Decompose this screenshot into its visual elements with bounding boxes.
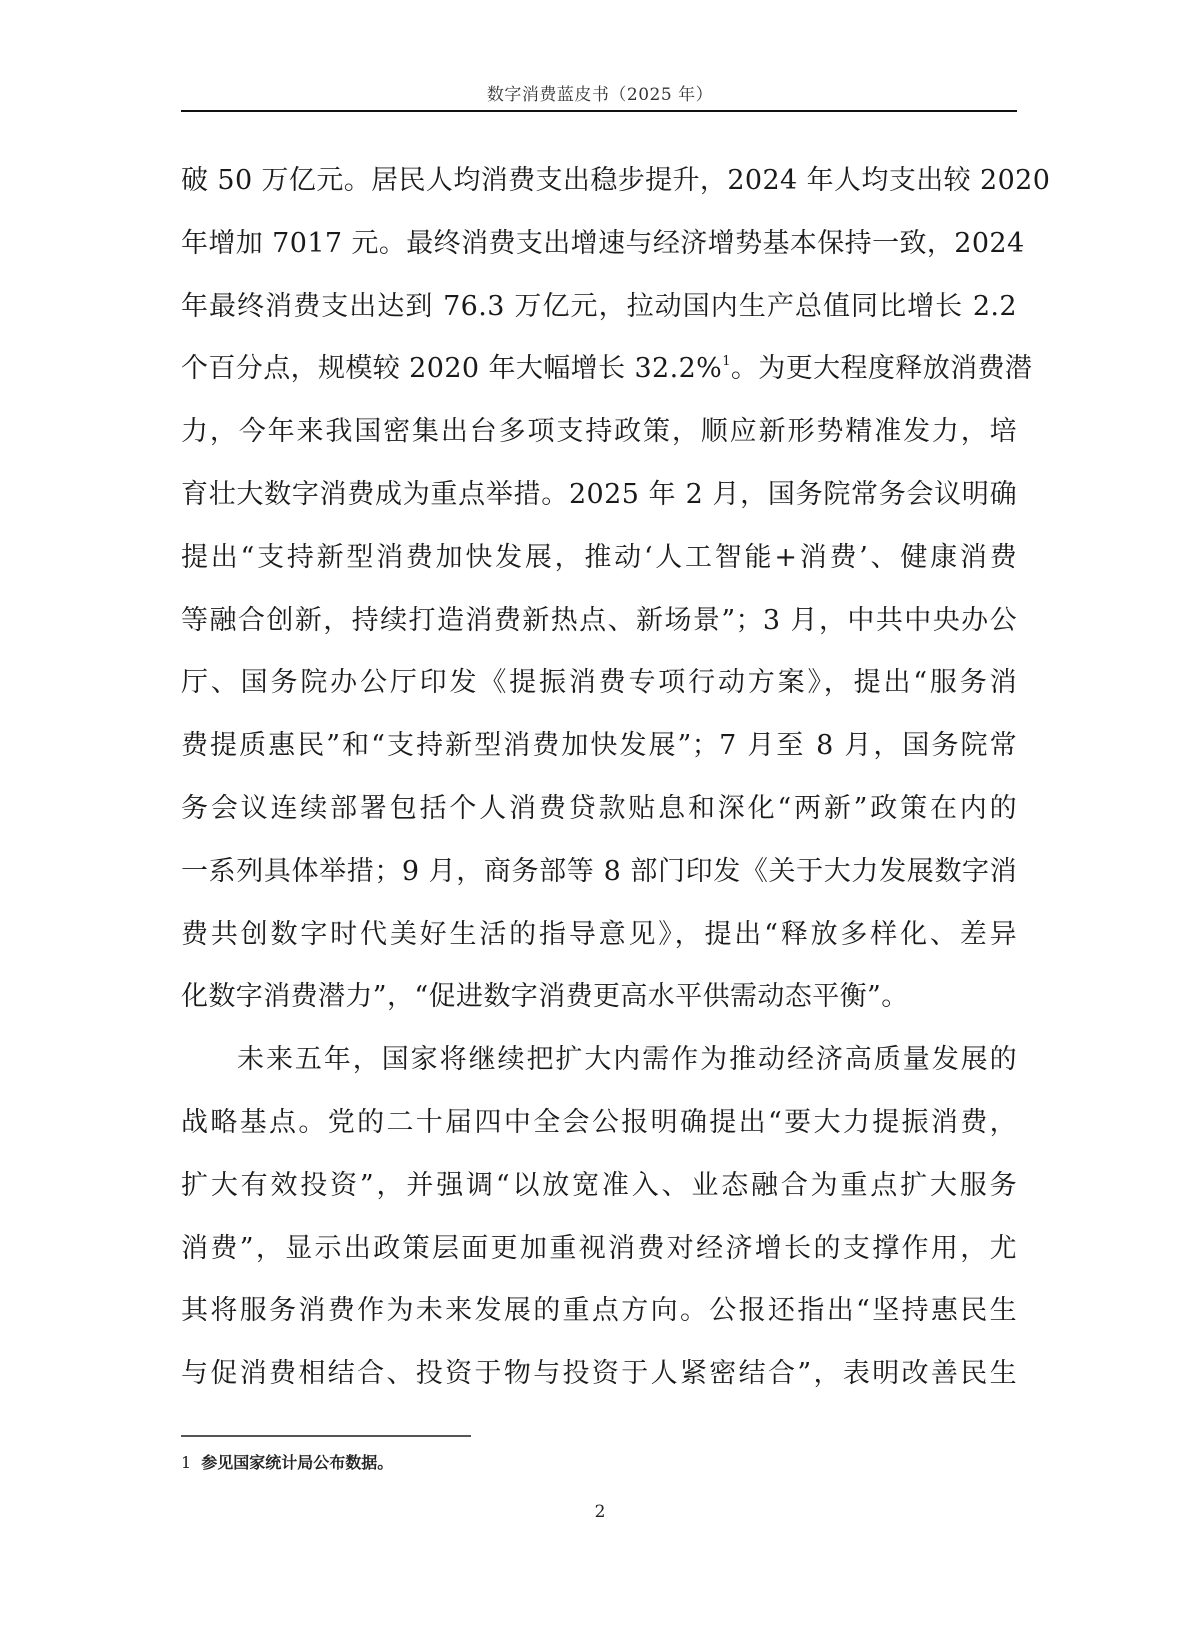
text-segment: 。为更大程度释放消费潜 xyxy=(730,353,1033,385)
body-text xyxy=(181,150,1051,1406)
footnote-reference[interactable]: 1 xyxy=(722,354,731,370)
footnote-divider xyxy=(181,1435,471,1437)
footnote-text: 参见国家统计局公布数据。 xyxy=(201,1453,394,1472)
text-line: 力，今年来我国密集出台多项支持政策，顺应新形势精准发力，培 xyxy=(181,416,1017,448)
text-line: 其将服务消费作为未来发展的重点方向。公报还指出“坚持惠民生 xyxy=(181,1295,1017,1327)
text-line: 费提质惠民”和“支持新型消费加快发展”；7 月至 8 月，国务院常 xyxy=(181,730,1017,762)
footnote-number: 1 xyxy=(181,1453,192,1472)
text-line: 厅、国务院办公厅印发《提振消费专项行动方案》，提出“服务消 xyxy=(181,667,1017,699)
text-line: 化数字消费潜力”，“促进数字消费更高水平供需动态平衡”。 xyxy=(181,981,909,1013)
text-line: 务会议连续部署包括个人消费贷款贴息和深化“两新”政策在内的 xyxy=(181,792,1017,824)
text-line: 等融合创新，持续打造消费新热点、新场景”；3 月，中共中央办公 xyxy=(181,604,1017,636)
text-line: 扩大有效投资”，并强调“以放宽准入、业态融合为重点扩大服务 xyxy=(181,1169,1017,1201)
text-line: 破 50 万亿元。居民人均消费支出稳步提升，2024 年人均支出较 2020 xyxy=(181,165,1051,196)
text-line-indented: 未来五年，国家将继续把扩大内需作为推动经济高质量发展的 xyxy=(237,1044,1017,1076)
text-line: 年增加 7017 元。最终消费支出增速与经济增势基本保持一致，2024 xyxy=(181,227,1025,259)
text-line: 提出“支持新型消费加快发展，推动‘人工智能+消费’、健康消费 xyxy=(181,541,1017,573)
header-divider xyxy=(181,110,1017,112)
footnote xyxy=(181,1450,393,1473)
text-line-with-footnote xyxy=(181,338,1033,401)
text-line: 年最终消费支出达到 76.3 万亿元，拉动国内生产总值同比增长 2.2 xyxy=(181,290,1017,322)
page-number: 2 xyxy=(594,1502,606,1522)
running-header-title: 数字消费蓝皮书（2025 年） xyxy=(486,85,714,105)
text-line: 消费”，显示出政策层面更加重视消费对经济增长的支撑作用，尤 xyxy=(181,1232,1017,1264)
text-line: 育壮大数字消费成为重点举措。2025 年 2 月，国务院常务会议明确 xyxy=(181,478,1017,510)
text-line: 与促消费相结合、投资于物与投资于人紧密结合”，表明改善民生 xyxy=(181,1358,1017,1390)
text-segment: 个百分点，规模较 2020 年大幅增长 32.2% xyxy=(181,353,723,385)
text-line: 战略基点。党的二十届四中全会公报明确提出“要大力提振消费， xyxy=(181,1106,1017,1138)
text-line: 一系列具体举措；9 月，商务部等 8 部门印发《关于大力发展数字消 xyxy=(181,855,1017,887)
text-line: 费共创数字时代美好生活的指导意见》，提出“释放多样化、差异 xyxy=(181,918,1017,950)
